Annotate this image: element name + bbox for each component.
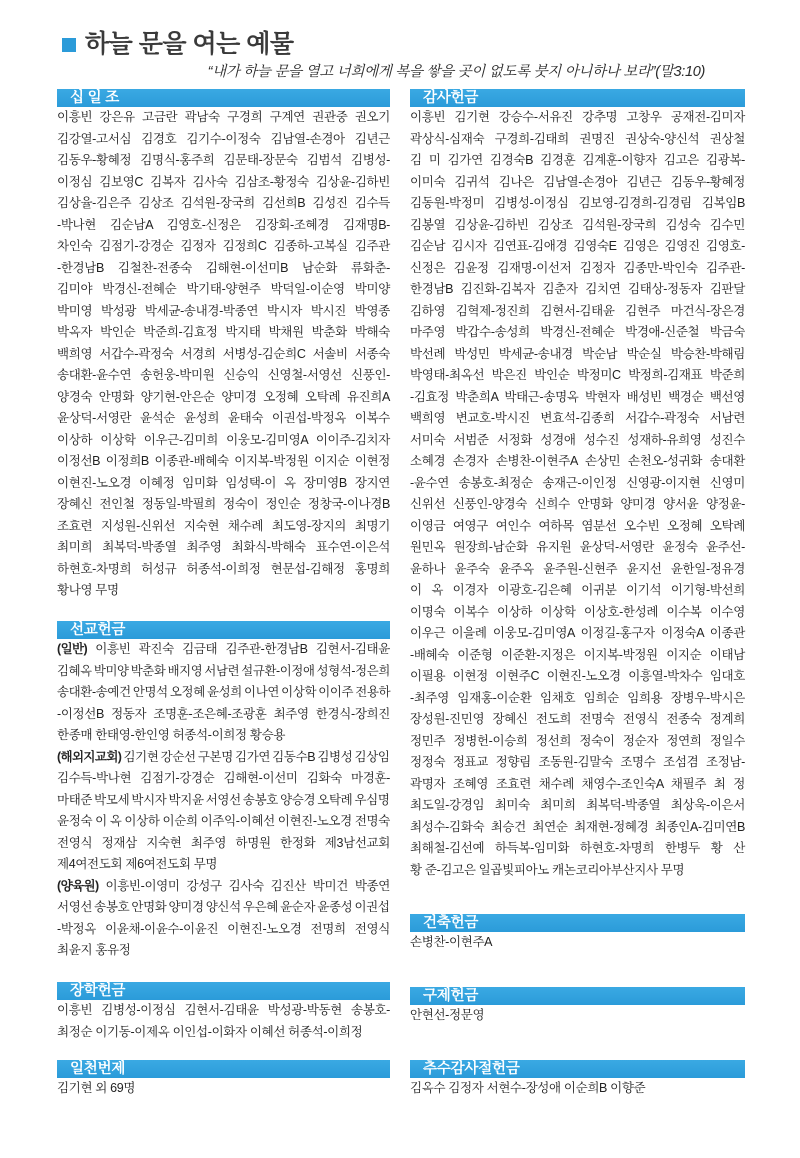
donor-line: 이필용 이현정 이현주C 이현진-노오경 이흥열-박차수 임대호 [410,669,745,683]
donor-line: -최주영 임재홍-이순환 임채호 임희순 임희용 장병우-박시은 [410,690,745,705]
donor-line: 이흥빈 강은유 고금란 곽남숙 구경희 구계연 권관중 권오기 [57,110,390,124]
donor-line: 송대환-윤수연 송헌웅-박미원 신승익 신영철-서영선 신풍인- [57,368,390,382]
donor-line: 한종매 한태영-한인영 허종석-이희정 황승용 [57,728,286,742]
donor-line [57,747,389,769]
donor-list [57,1000,390,1043]
donor-line: 소혜경 손경자 손병찬-이현주A 손상민 손천오-성귀화 송대환 [410,454,745,468]
section-heading: 일천번제 [70,1061,126,1077]
donor-line: 김강열-고서심 김경호 김기수-이정숙 김남열-손경아 김년근 [57,131,390,146]
donor-line: 윤하나 윤주숙 윤주옥 윤주원-신현주 윤지선 윤한일-정유경 [410,561,745,576]
donor-line: 윤정숙 이 옥 이상하 이순희 이주익-이혜선 이현진-노오경 전명숙 [57,814,390,828]
donor-list [57,639,390,962]
donor-line: 황나영 무명 [57,583,119,597]
donor-line: 마주영 박갑수-송성희 박경신-전혜순 박경애-신준철 박금숙 [410,325,745,339]
donor-line: 박미영 박성광 박세균-송내경-박종연 박시자 박시진 박영종 [57,303,390,318]
group-label: (일반) [57,642,88,656]
group-label: (양육원) [57,878,99,893]
section-heading: 십 일 조 [70,90,120,106]
tithe-section [57,89,390,602]
square-bullet-icon [62,38,76,52]
donor-line: 차인숙 김점기-강경순 김정자 김정희C 김종하-고복실 김주관 [57,239,390,253]
donor-line: 송대환-송예건 안명석 오정혜 윤성희 이나연 이상학 이이주 전용하 [57,685,391,699]
donor-line: 최도일-강경임 최미숙 최미희 최복덕-박종열 최상욱-이은서 [410,798,745,812]
donor-line: 백희영 변교호-박시진 변효석-김종희 서갑수-곽정숙 서남련 [410,411,745,425]
section-heading: 구제헌금 [423,988,479,1004]
donor-line: 김순남 김시자 김연표-김애경 김영숙E 김영은 김영진 김영호- [410,239,745,253]
donor-line: 김하영 김혁제-정진희 김현서-김태윤 김현주 마건식-장은경 [410,303,745,318]
donor-line: 이흥빈 김기현 강승수-서유진 강추명 고창우 공재전-김미자 [410,110,745,124]
donor-line: 백희영 서갑수-곽정숙 서경희 서병성-김순희C 서솔비 서종숙 [57,346,390,361]
donor-line: 박선례 박성민 박세균-송내경 박순남 박순실 박승찬-박해림 [410,346,745,361]
donor-line: 김기현 외 69명 [57,1081,136,1095]
donor-line: 이미숙 김귀석 김나은 김남열-손경아 김년근 김동우-황혜정 [410,174,745,189]
tithe-header [57,89,390,107]
donor-line: -박정옥 이윤채-이윤수-이윤진 이현진-노오경 전명희 전영식 [57,921,390,936]
thanksgiving-offering-header [410,89,745,107]
donor-names: 김기현 강순선 구본명 김가연 김동수B 김병성 김상임 [123,749,390,764]
thousand-offering-header [57,1060,390,1078]
donor-line: -박나현 김순남A 김영호-신정은 김장회-조혜경 김재명B- [57,217,390,232]
donor-names: 이흥빈 곽진숙 김금태 김주관-한경남B 김현서-김태윤 [95,642,390,656]
donor-list [57,107,390,602]
building-offering-header [410,914,745,932]
donor-line: 이명숙 이복수 이상하 이상학 이상호-한성례 이수복 이수영 [410,604,745,619]
donor-line: -김효정 박춘희A 박태근-송명옥 박현자 배성빈 백경순 백선영 [410,389,745,404]
thousand-offering-section [57,1060,390,1100]
donor-line: 정민주 정병헌-이승희 정선희 정숙이 정순자 정연희 정일수 [410,733,745,748]
donor-line: 전영식 정재삼 지숙현 최주영 하명원 한정화 제3남선교회 [57,835,390,850]
donor-line: 서미숙 서범준 서정화 성경애 성수진 성재하-유희영 성진수 [410,432,745,447]
donor-line: 김수득-박나현 김점기-강경순 김해현-이선미 김화숙 마경훈- [57,771,390,785]
donor-line: 박영태-최옥선 박은진 박인순 박정미C 박정희-김재표 박준희 [410,368,745,382]
donor-line: 곽명자 조혜영 조효련 채수례 채영수-조인숙A 채필주 최 정 [410,776,745,791]
donor-line: 장성원-진민영 장혜신 전도희 전명숙 전영식 전종숙 정계희 [410,712,745,726]
donor-line: 윤상덕-서영란 윤석순 윤성희 윤태숙 이권섭-박정옥 이복수 [57,411,390,425]
donor-line: 박옥자 박인순 박준희-김효정 박지태 박채원 박춘화 박해숙 [57,325,390,339]
building-offering-section [410,914,745,954]
donor-line: 이영금 여영구 여인수 여하목 염분선 오수빈 오정혜 오탁례 [410,518,745,533]
donor-line: -윤수연 송봉호-최정순 송재근-이인정 신영광-이지현 신영미 [410,475,745,490]
donor-line: 한경남B 김진화-김복자 김춘자 김치연 김태상-정동자 김판달 [410,282,745,296]
donor-line: 안현선-정문영 [410,1008,485,1022]
thanksgiving-offering-section [410,89,745,881]
donor-line: 이정심 김보영C 김복자 김사숙 김삼조-황정숙 김상윤-김하빈 [57,174,390,189]
donor-line: 김옥수 김정자 서현수-장성애 이순희B 이향준 [410,1081,646,1095]
donor-line: 최해철-김선예 하득복-임미화 하현호-차명희 한병두 황 산 [410,841,745,855]
relief-offering-header [410,987,745,1005]
mission-offering-section [57,621,390,962]
donor-line: 마태준 박모세 박시자 박지윤 서영선 송봉호 양승경 오탁례 우심명 [57,792,390,807]
section-heading: 장학헌금 [70,983,126,999]
donor-list [410,1005,745,1027]
donor-line: 조효련 지성원-신위선 지숙현 채수례 최도영-장지의 최명기 [57,518,390,533]
mission-offering-header [57,621,390,639]
donor-line [57,876,390,898]
section-heading: 선교헌금 [70,622,126,638]
donor-line: 이현진-노오경 이혜정 임미화 임성택-이 옥 장미영B 장지연 [57,475,390,490]
section-heading: 건축헌금 [423,915,479,931]
section-heading: 추수감사절헌금 [423,1061,520,1077]
donor-line: 김미야 박경신-전혜순 박기태-양현주 박덕일-이순영 박미양 [57,282,390,296]
section-heading: 감사헌금 [423,90,479,106]
donor-line: 최미희 최복덕-박종열 최주영 최화식-박해숙 표수연-이은석 [57,540,390,554]
donor-line: 김상율-김은주 김상조 김석원-장국희 김선희B 김성진 김수득 [57,196,390,210]
relief-offering-section [410,987,745,1027]
donor-line: 김혜옥 박미양 박춘화 배지영 서남련 설규환-이정애 성형석-정은희 [57,663,390,678]
donor-line: 이흥빈 김병성-이정심 김현서-김태윤 박성광-박동현 송봉호- [57,1003,390,1017]
donor-line: 최정순 이기동-이제옥 이인섭-이화자 이혜선 허종석-이희정 [57,1024,363,1039]
scholarship-offering-header [57,982,390,1000]
donor-line: 황 준-김고은 일곱빛피아노 캐논코리아부산지사 무명 [410,862,685,877]
group-label: (해외지교회) [57,749,122,764]
donor-line: 최성수-김화숙 최승건 최연순 최재현-정혜경 최종인A-김미연B [410,819,745,834]
donor-line: 서영선 송봉호 안명화 양미경 양신석 우은혜 윤순자 윤종성 이권섭 [57,900,390,914]
donor-line: 김동원-박정미 김병성-이정심 김보영-김경희-김경림 김복임B [410,196,745,210]
donor-line: 김 미 김가연 김경숙B 김경훈 김계훈-이향자 김고은 김광복- [410,153,745,167]
donor-names: 이흥빈-이영미 강성구 김사숙 김진산 박미건 박종연 [105,878,391,893]
donor-line: 이 옥 이경자 이광호-김은혜 이귀분 이기석 이기형-박선희 [410,583,745,597]
donor-line: 양경숙 안명화 양기현-안은순 양미경 오정혜 오탁례 유진희A [57,389,390,404]
donor-line [57,639,390,661]
page-title: 하늘 문을 여는 예물 [85,30,294,58]
donor-line: 장혜신 전인철 정동일-박필희 정숙이 정인순 정창국-이나경B [57,497,390,511]
donor-line: -이정선B 정동자 조명훈-조은혜-조광훈 최주영 한경식-장희진 [57,706,390,721]
donor-line: 김봉열 김상윤-김하빈 김상조 김석원-장국희 김성숙 김수민 [410,217,745,232]
donor-line: 정정숙 정표교 정향림 조동원-김말숙 조명수 조섬겸 조정남- [410,755,745,769]
donor-line: 신정은 김윤정 김재명-이선저 김정자 김종만-박인숙 김주관- [410,260,745,275]
donor-line: 최윤지 홍유정 [57,943,131,957]
donor-list [57,1078,390,1100]
scripture-verse: “내가 하늘 문을 열고 너희에게 복을 쌓을 곳이 없도록 붓지 아니하나 보라”(말3:10) [207,64,705,80]
donor-line: -배혜숙 이준형 이준환-지정은 이지복-박정원 이지순 이태남 [410,647,745,662]
donor-list [410,107,745,881]
harvest-thanksgiving-offering-header [410,1060,745,1078]
donor-line: 제4여전도회 제6여전도회 무명 [57,857,218,871]
donor-list [410,932,745,954]
donor-line: -한경남B 김철찬-전종숙 김해현-이선미B 남순화 류화춘- [57,260,390,275]
donor-line: 하현호-차명희 허성규 허종석-이희정 현문섭-김해정 홍명희 [57,561,390,576]
donor-line: 김동우-황혜정 김명식-홍주희 김문태-장문숙 김범석 김병성- [57,153,390,167]
donor-line: 원민옥 원장희-남순화 유지원 윤상덕-서영란 윤정숙 윤주선- [410,540,745,554]
donor-line: 이정선B 이정희B 이종관-배혜숙 이지복-박정원 이지순 이현정 [57,454,390,468]
scholarship-offering-section [57,982,390,1043]
donor-line: 신위선 신풍인-양경숙 신희수 안명화 양미경 양서윤 양정윤- [410,497,745,511]
donor-line: 손병찬-이현주A [410,935,493,949]
donor-line: 곽상식-심재숙 구경희-김태희 권명진 권상숙-양신석 권상철 [410,131,745,146]
donor-line: 이상하 이상학 이우근-김미희 이웅모-김미영A 이이주-김치자 [57,432,390,447]
harvest-thanksgiving-offering-section [410,1060,745,1100]
donor-line: 이우근 이을례 이웅모-김미영A 이정길-홍구자 이정숙A 이종관 [410,626,745,640]
donor-list [410,1078,745,1100]
